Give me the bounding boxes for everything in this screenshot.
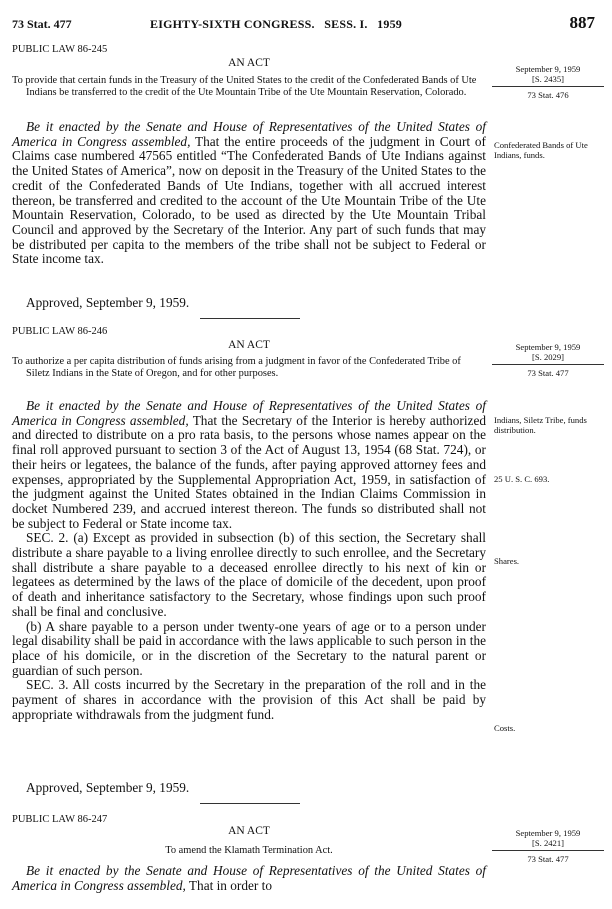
margin-bill-number: [S. 2435] [532,74,564,84]
enacting-clause: Be it enacted by the Senate and House of Representatives of the United States of America in Congress assembled, [12,863,486,893]
law-number: PUBLIC LAW 86-246 [12,326,108,337]
page-number: 887 [569,13,595,32]
law-text [12,399,486,722]
approval-line: Approved, September 9, 1959. [26,780,190,795]
law-text [12,864,486,893]
law-body: That the entire proceeds of the judgment in Court of Claims case numbered 47565 entitled “The Confederated Bands of Ute Indians against the United States of America”, now on deposit in the Treasury of the United States to the credit of the Confederated Bands of Ute Indians, together with all accrued interest thereon, be transferred and credited to the account of the Ute Mountain Tribe of the Ute Mountain Reservation, Colorado, to be used as directed by the Ute Mountain Tribal Council and approved by the Secretary of the Interior. Any part of such funds that may be distributed per capita to the members of the tribe shall not be subject to Federal or State income tax. [12,133,486,267]
act-heading: AN ACT [228,825,270,837]
margin-enactment-box [492,64,604,100]
act-heading: AN ACT [228,339,270,351]
margin-note: Costs. [494,723,516,733]
margin-rule [492,850,604,851]
law-text [12,120,486,267]
approval-line: Approved, September 9, 1959. [26,295,190,310]
margin-date: September 9, 1959 [515,64,581,74]
act-purpose: To amend the Klamath Termination Act. [165,845,333,856]
header-stat-citation: 73 Stat. 477 [12,17,72,31]
act-purpose: To provide that certain funds in the Treasury of the United States to the credit of the Confederated Bands of Ute Indians be transferred to the credit of the Ute Mountain Tribe of the Ute Mountain Reservation, Colorado. [12,75,477,98]
section-divider [200,803,300,804]
header-congress-session: EIGHTY-SIXTH CONGRESS. SESS. I. 1959 [150,17,402,31]
law-body: That in order to [188,877,273,893]
margin-note: Indians, Siletz Tribe, funds distribution. [494,415,587,435]
law-body: That the Secretary of the Interior is hereby authorized and directed to distribute on a pro rata basis, to the persons whose names appear on the final roll approved pursuant to section 3 of the Act of August 13, 1954 (68 Stat. 724), or their heirs or legatees, the balance of the funds, after paying approved attorney fees and expenses, appropriated by the Supplemental Appropriation Act, 1959, in satisfaction of the judgment against the United States obtained in the Indian Claims Commission in docket Numbered 239, and accrued interest thereon. The funds so distributed shall not be subject to Federal or State income tax. [12,412,486,531]
margin-bill-number: [S. 2421] [532,838,564,848]
section-3: SEC. 3. All costs incurred by the Secretary in the preparation of the roll and in the payment of shares in accordance with the provision of this Act shall be paid by appropriate withdrawals from the judgment fund. [12,677,486,722]
section-2b: (b) A share payable to a person under twenty-one years of age or to a person under legal disability shall be paid in accordance with the laws applicable to such person in the place of his domicile, or in the discretion of the Secretary to the natural parent or guardian of such person. [12,618,486,678]
margin-stat-citation: 73 Stat. 476 [527,90,569,100]
margin-note: 25 U. S. C. 693. [494,474,550,484]
law-number: PUBLIC LAW 86-247 [12,814,108,825]
section-divider [200,318,300,319]
margin-rule [492,86,604,87]
margin-rule [492,364,604,365]
act-heading: AN ACT [228,57,270,69]
margin-note: Shares. [494,556,520,566]
margin-note: Confederated Bands of Ute Indians, funds. [494,140,588,160]
margin-date: September 9, 1959 [515,342,581,352]
margin-enactment-box [492,342,604,378]
margin-date: September 9, 1959 [515,828,581,838]
enacting-clause: Be it enacted by the Senate and House of Representatives of the United States of America in Congress assembled, [12,398,486,428]
section-2a: SEC. 2. (a) Except as provided in subsection (b) of this section, the Secretary shall distribute a share payable to a living enrollee directly to such enrollee, and the Secretary shall distribute a share payable to a deceased enrollee directly to his next of kin or legatees as determined by the laws of the place of domicile of the decedent, upon proof of death and inheritance satisfactory to the Secretary, whose findings upon such proof shall be final and conclusive. [12,530,486,619]
act-purpose: To authorize a per capita distribution of funds arising from a judgment in favor of the Confederated Tribe of Siletz Indians in the State of Oregon, and for other purposes. [12,356,461,379]
margin-stat-citation: 73 Stat. 477 [527,854,569,864]
margin-enactment-box [492,828,604,864]
law-number: PUBLIC LAW 86-245 [12,44,108,55]
margin-bill-number: [S. 2029] [532,352,564,362]
margin-stat-citation: 73 Stat. 477 [527,368,569,378]
enacting-clause: Be it enacted by the Senate and House of Representatives of the United States of America in Congress assembled, [12,119,486,149]
